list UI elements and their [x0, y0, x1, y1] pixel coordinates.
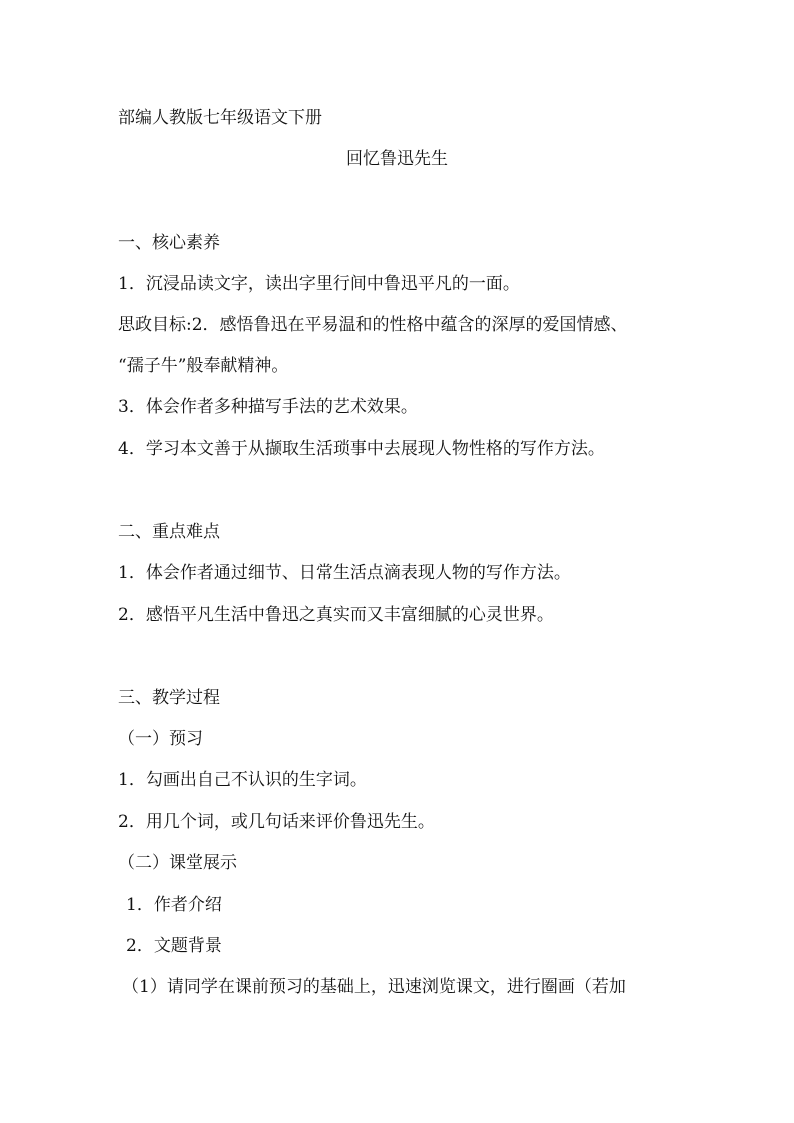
core-item-3: 3．体会作者多种描写手法的艺术效果。: [118, 397, 418, 417]
classroom-item-2: 2．文题背景: [126, 936, 222, 956]
preview-item-1: 1．勾画出自己不认识的生字词。: [118, 770, 367, 790]
document-title: 回忆鲁迅先生: [346, 149, 448, 169]
classroom-item-3: （1）请同学在课前预习的基础上，迅速浏览课文，进行圈画（若加: [122, 977, 626, 997]
document-subtitle: 部编人教版七年级语文下册: [118, 108, 322, 128]
section-heading-core: 一、核心素养: [118, 233, 220, 253]
preview-item-2: 2．用几个词，或几句话来评价鲁迅先生。: [118, 812, 435, 832]
key-point-item-1: 1．体会作者通过细节、日常生活点滴表现人物的写作方法。: [118, 563, 571, 583]
core-item-2-continued: “孺子牛”般奉献精神。: [118, 356, 289, 376]
section-heading-key-points: 二、重点难点: [118, 522, 220, 542]
section-heading-teaching-process: 三、教学过程: [118, 688, 220, 708]
core-item-1: 1．沉浸品读文字，读出字里行间中鲁迅平凡的一面。: [118, 274, 520, 294]
subsection-heading-classroom: （二）课堂展示: [118, 853, 237, 873]
key-point-item-2: 2．感悟平凡生活中鲁迅之真实而又丰富细腻的心灵世界。: [118, 605, 554, 625]
core-item-4: 4．学习本文善于从撷取生活琐事中去展现人物性格的写作方法。: [118, 439, 605, 459]
subsection-heading-preview: （一）预习: [118, 729, 203, 749]
core-item-2: 思政目标:2．感悟鲁迅在平易温和的性格中蕴含的深厚的爱国情感、: [118, 315, 628, 335]
classroom-item-1: 1．作者介绍: [126, 895, 222, 915]
